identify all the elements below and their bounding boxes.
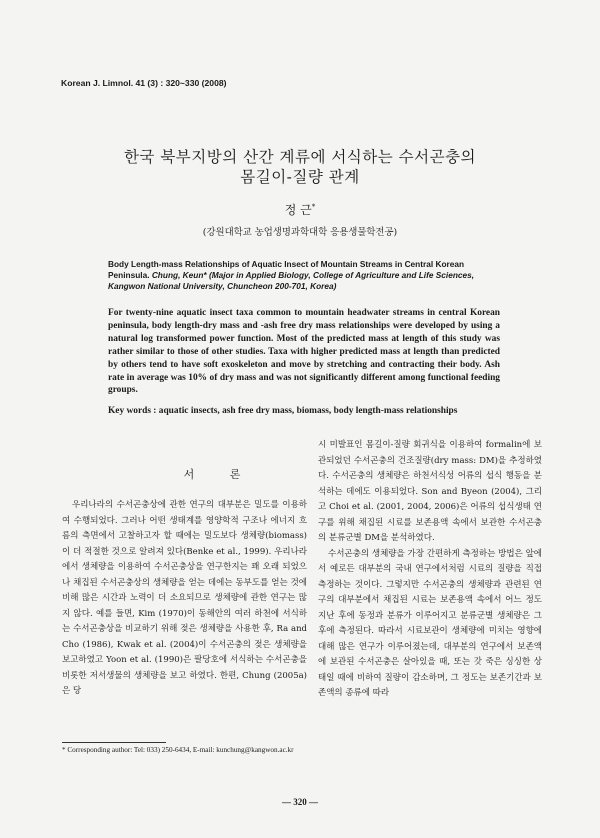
keywords-text: aquatic insects, ash free dry mass, biomass, body length-mass relationships xyxy=(158,406,458,416)
abstract: For twenty-nine aquatic insect taxa common to mountain headwater streams in central Korean peninsula, body length-dry mass and -ash free dry mass relationships were developed by using a natural log transformed power function. Most of the predicted mass at length of this study was rather similar to those of other studies. Taxa with higher predicted mass at length than predicted by others tend to have soft exoskeleton and move by stretching and contracting their body. Ash rate in average was 10% of dry mass and was not significantly different among functional feeding groups. xyxy=(108,308,500,396)
page-number: — 320 — xyxy=(282,797,318,807)
english-title: Body Length-mass Relationships of Aquatic Insect of Mountain Streams in Central Korean Peninsula. xyxy=(108,259,465,280)
korean-affiliation: (강원대학교 농업생명과학대학 응용생물학전공) xyxy=(202,227,398,238)
right-column xyxy=(318,438,542,702)
keywords xyxy=(108,405,500,418)
english-title-block xyxy=(108,259,500,292)
footnote: * Corresponding author: Tel: 033) 250-6434, E-mail: kunchung@kangwon.ac.kr xyxy=(62,746,294,754)
korean-author xyxy=(0,201,600,218)
korean-title-line-2: 몸길이-질량 관계 xyxy=(240,168,360,186)
section-heading-introduction: 서 론 xyxy=(183,468,257,481)
author-mark: * xyxy=(311,203,316,211)
footnote-rule xyxy=(62,742,166,743)
korean-title-line-1: 한국 북부지방의 산간 계류에 서식하는 수서곤충의 xyxy=(123,148,477,166)
author-name: 정 근 xyxy=(284,203,312,217)
left-column-text: 우리나라의 수서곤충상에 관한 연구의 대부분은 밀도를 이용하여 수행되었다. 그러나 어떤 생태계를 영양학적 구조나 에너지 흐름의 측면에서 고찰하고자 할 때에는 밀도보다 생체량(biomass)이 더 적절한 것으로 알려져 있다(Benke et al., 1999). 우리나라에서 생체량을 이용하여 수서곤충상을 연구한지는 꽤 오래 되었으나 채집된 수서곤충상의 생체량을 얻는 데에는 동부도를 얻는 것에 비해 많은 시간과 노력이 더 소요되므로 생체량에 관한 연구는 많지 않다. 예를 들면, Kim (1970)이 동해안의 여러 하천에 서식하는 수서곤충상을 비교하기 위해 젖은 생체량을 사용한 후, Ra and Cho (1986), Kwak et al. (2004)이 수서곤충의 젖은 생체량을 보고하였고 Yoon et al. (1990)은 팔당호에 서식하는 수서곤충을 비롯한 저서생물의 생체량을 보고 하였다. 한편, Chung (2005a)은 당 xyxy=(62,500,307,696)
journal-reference: Korean J. Limnol. 41 (3) : 320~330 (2008) xyxy=(61,78,227,88)
keywords-label: Key words : xyxy=(108,406,157,416)
english-author-affiliation: Chung, Keun* (Major in Applied Biology, College of Agriculture and Life Sciences, Kangwon National University, Chuncheon 200-701, Korea) xyxy=(108,270,475,291)
right-column-paragraph-1: 시 미발표인 몸길이-질량 회귀식을 이용하여 formalin에 보관되었던 수서곤충의 건조질량(dry mass: DM)을 추정하였다. 수서곤충의 생체량은 하천서식성 어류의 섭식 행동을 분석하는 데에도 이용되었다. Son and Byeon (2004), 그리고 Choi et al. (2001, 2004, 2006)은 어류의 섭식생태 연구를 위해 채집된 시료를 보존용액 속에서 보관한 수서곤충의 분류군별 DM을 분석하였다. xyxy=(318,440,542,543)
right-column-paragraph-2: 수서곤충의 생체량을 가장 간편하게 측정하는 방법은 앞에서 예로든 대부분의 국내 연구에서처럼 시료의 질량을 직접 측정하는 것이다. 그렇지만 수서곤충의 생체량과 관련된 연구의 대부분에서 채집된 시료는 보존용액 속에서 어느 정도 지난 후에 동정과 분류가 이루어지고 분류군별 생체량은 그 후에 측정된다. 따라서 시료보관이 생체량에 미치는 영향에 대해 많은 연구가 이루어졌는데, 대부분의 연구에서 보존액에 보관된 수서곤충은 살아있을 때, 또는 갓 죽은 싱싱한 상태일 때에 비하여 질량이 감소하며, 그 정도는 보존기간과 보존액의 종류에 따라 xyxy=(318,548,542,698)
